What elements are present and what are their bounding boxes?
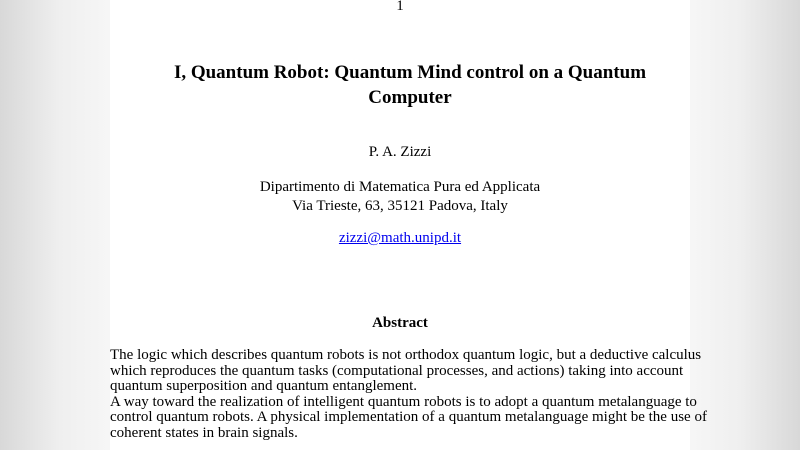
- abstract-heading: Abstract: [372, 315, 428, 331]
- title-line: I, Quantum Robot: Quantum Mind control on a Quantum: [173, 62, 647, 83]
- abstract-line: control quantum robots. A physical implementation of a quantum metalanguage might be the use of: [110, 409, 707, 425]
- paper-title: [150, 60, 670, 110]
- page-number: 1: [396, 0, 404, 14]
- abstract-line: quantum superposition and quantum entanglement.: [110, 378, 418, 394]
- abstract-body: [110, 347, 707, 441]
- paper-page: [110, 0, 707, 450]
- abstract-line: coherent states in brain signals.: [110, 424, 298, 441]
- author-email: [110, 230, 690, 247]
- author-name: P. A. Zizzi: [368, 144, 432, 160]
- affiliation-line: Dipartimento di Matematica Pura ed Applicata: [259, 179, 541, 195]
- abstract-line: A way toward the realization of intelligent quantum robots is to adopt a quantum metalanguage to: [110, 393, 697, 410]
- email-link[interactable]: zizzi@math.unipd.it: [338, 230, 462, 246]
- affiliation-line: Via Trieste, 63, 35121 Padova, Italy: [292, 198, 508, 214]
- abstract-line: The logic which describes quantum robots is not orthodox quantum logic, but a deductive calculus: [110, 347, 702, 363]
- abstract-line: which reproduces the quantum tasks (computational processes, and actions) taking into account: [110, 362, 684, 379]
- affiliation: [110, 178, 690, 216]
- title-line: Computer: [368, 87, 452, 108]
